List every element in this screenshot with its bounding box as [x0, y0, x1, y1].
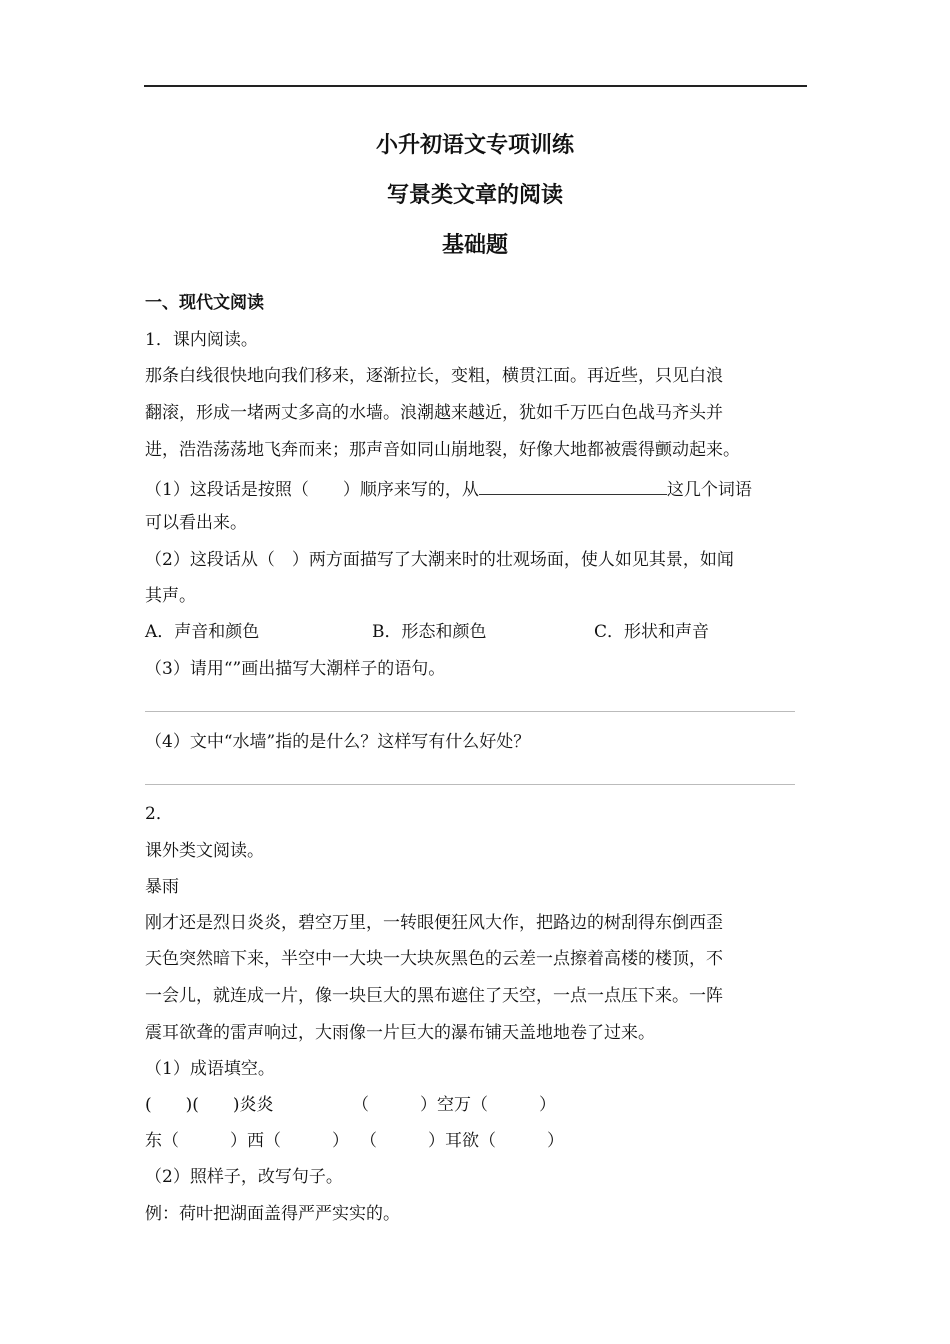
idiom-fill-3[interactable]: 东（ ）西（ ）	[145, 1131, 349, 1151]
question-1-sub-1-cont: 可以看出来。	[145, 513, 247, 533]
option-c[interactable]: C．形状和声音	[594, 622, 710, 642]
passage-line: 进，浩浩荡荡地飞奔而来；那声音如同山崩地裂，好像大地都被震得颤动起来。	[145, 440, 740, 460]
question-1-sub-2: （2）这段话从（ ）两方面描写了大潮来时的壮观场面，使人如见其景，如闻	[145, 550, 734, 570]
passage-line: 一会儿，就连成一片，像一块巨大的黑布遮住了天空，一点一点压下来。一阵	[145, 986, 723, 1006]
option-a[interactable]: A．声音和颜色	[145, 622, 260, 642]
passage-line: 翻滚，形成一堵两丈多高的水墙。浪潮越来越近，犹如千万匹白色战马齐头并	[145, 403, 723, 423]
idiom-fill-1[interactable]: ( )( )炎炎	[145, 1095, 274, 1115]
main-title: 小升初语文专项训练	[375, 133, 574, 158]
answer-line[interactable]	[145, 784, 795, 785]
idiom-fill-4[interactable]: （ ）耳欲（ ）	[360, 1131, 564, 1151]
passage-line: 天色突然暗下来，半空中一大块一大块灰黑色的云差一点擦着高楼的楼顶，不	[145, 949, 723, 969]
section-heading: 一、现代文阅读	[145, 293, 264, 313]
example-sentence: 例：荷叶把湖面盖得严严实实的。	[145, 1204, 400, 1224]
question-2-sub-2: （2）照样子，改写句子。	[145, 1167, 343, 1187]
answer-line[interactable]	[145, 711, 795, 712]
question-2-label: 2．	[145, 804, 173, 824]
question-2-sub-1: （1）成语填空。	[145, 1059, 275, 1079]
question-1-sub-1	[145, 476, 752, 501]
question-2-intro: 课外类文阅读。	[145, 841, 264, 861]
subtitle: 写景类文章的阅读	[386, 183, 563, 208]
sub-1-text-b: 这几个词语	[666, 480, 752, 500]
passage-line: 刚才还是烈日炎炎，碧空万里，一转眼便狂风大作，把路边的树刮得东倒西歪	[145, 913, 723, 933]
question-1-sub-3: （3）请用“”画出描写大潮样子的语句。	[145, 659, 446, 679]
idiom-fill-2[interactable]: （ ）空万（ ）	[352, 1095, 556, 1115]
option-b[interactable]: B．形态和颜色	[372, 622, 487, 642]
level-title: 基础题	[441, 233, 508, 258]
fill-blank[interactable]	[479, 476, 667, 495]
header-rule	[144, 85, 807, 87]
passage-title: 暴雨	[145, 877, 179, 897]
question-1-label: 1．课内阅读。	[145, 330, 258, 350]
question-1-sub-4: （4）文中“水墙”指的是什么？这样写有什么好处？	[145, 732, 531, 752]
question-1-sub-2-cont: 其声。	[145, 586, 196, 606]
passage-line: 那条白线很快地向我们移来，逐渐拉长，变粗，横贯江面。再近些，只见白浪	[145, 366, 723, 386]
passage-line: 震耳欲聋的雷声响过，大雨像一片巨大的瀑布铺天盖地地卷了过来。	[145, 1023, 655, 1043]
sub-1-text-a: （1）这段话是按照（ ）顺序来写的，从	[145, 480, 479, 500]
